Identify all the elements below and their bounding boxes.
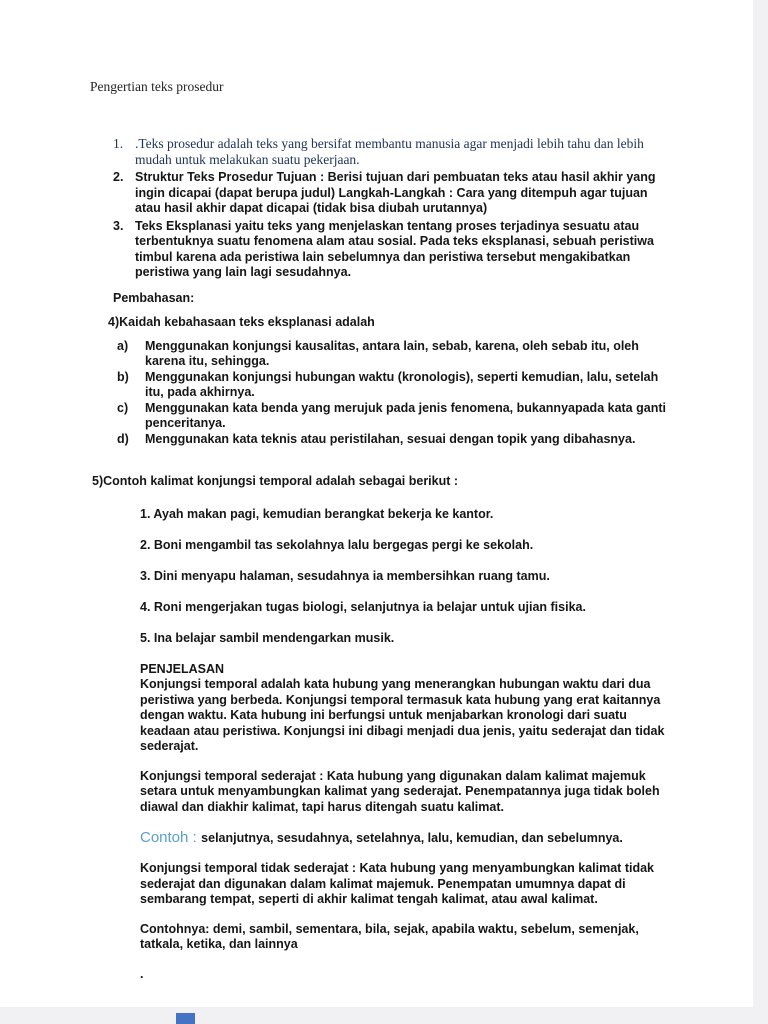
item-letter: a) — [117, 338, 129, 353]
list-item — [113, 219, 675, 281]
next-page-content-fragment — [176, 1013, 195, 1024]
item-text: Struktur Teks Prosedur Tujuan : Berisi tujuan dari pembuatan teks atau hasil akhir yang ingin dicapai (dapat berupa judul) Langkah-Langkah : Cara yang ditempuh agar tujuan atau hasil akhir dapat dicapai (tidak bisa diubah urutannya) — [135, 170, 656, 215]
contoh-text: selanjutnya, sesudahnya, setelahnya, lalu, kemudian, dan sebelumnya. — [201, 831, 623, 845]
page-title: Pengertian teks prosedur — [90, 79, 224, 94]
example-sentence: 3. Dini menyapu halaman, sesudahnya ia membersihkan ruang tamu. — [140, 568, 550, 583]
penjelasan-heading: PENJELASAN — [140, 661, 225, 676]
list-item — [117, 401, 673, 432]
paragraph-tidak-sederajat: Konjungsi temporal tidak sederajat : Kata hubung yang menyambungkan kalimat tidak sederajat dan digunakan dalam kalimat majemuk. Penempatan umumnya dapat di sembarang tempat, seperti di akhir kalimat tengah kalimat, atau awal kalimat. — [140, 861, 654, 906]
right-margin-strip — [753, 0, 768, 1024]
heading-contoh-kalimat: 5)Contoh kalimat konjungsi temporal adalah sebagai berikut : — [92, 474, 459, 488]
list-item — [113, 170, 675, 217]
example-sentence: 1. Ayah makan pagi, kemudian berangkat bekerja ke kantor. — [140, 506, 494, 521]
list-item — [117, 339, 673, 370]
numbered-list — [113, 136, 675, 281]
lettered-list — [117, 339, 673, 448]
example-list — [140, 507, 667, 647]
heading-kaidah-kebahasaan: 4)Kaidah kebahasaan teks eksplanasi adalah — [108, 315, 375, 329]
item-text: Menggunakan konjungsi kausalitas, antara lain, sebab, karena, oleh sebab itu, oleh karena itu, sehingga. — [145, 338, 639, 368]
list-item — [117, 370, 673, 401]
bottom-margin-strip — [0, 1007, 768, 1024]
item-letter: c) — [117, 400, 129, 415]
example-sentence: 5. Ina belajar sambil mendengarkan musik. — [140, 630, 395, 645]
paragraph-contohnya: Contohnya: demi, sambil, sementara, bila, sejak, apabila waktu, sebelum, semenjak, tatkala, ketika, dan lainnya — [140, 921, 639, 951]
item-letter: d) — [117, 431, 129, 446]
item-number: 1. — [113, 136, 124, 151]
item-number: 3. — [113, 218, 124, 233]
item-text: Menggunakan kata benda yang merujuk pada jenis fenomena, bukannyapada kata ganti penceritanya. — [145, 400, 666, 430]
paragraph-konjungsi-temporal: Konjungsi temporal adalah kata hubung yang menerangkan hubungan waktu dari dua peristiwa yang berbeda. Konjungsi temporal termasuk kata hubung yang erat kaitannya dengan waktu. Kata hubung ini berfungsi untuk menjabarkan kronologi dari suatu keadaan atau peristiwa. Konjungsi ini dibagi menjadi dua jenis, yaitu sederajat dan tidak sederajat. — [140, 677, 665, 753]
item-number: 2. — [113, 170, 124, 184]
penjelasan-section — [140, 662, 667, 983]
paragraph-sederajat: Konjungsi temporal sederajat : Kata hubung yang digunakan dalam kalimat majemuk setara untuk menyambungkan kalimat yang sederajat. Penempatannya juga tidak boleh diawal dan diakhir kalimat, tapi harus ditengah suatu kalimat. — [140, 768, 660, 814]
trailing-period: . — [140, 966, 144, 981]
item-text: .Teks prosedur adalah teks yang bersifat membantu manusia agar menjadi lebih tahu dan lebih mudah untuk melakukan suatu pekerjaan. — [135, 136, 644, 167]
item-text: Menggunakan kata teknis atau peristilahan, sesuai dengan topik yang dibahasnya. — [145, 431, 636, 446]
item-text: Teks Eksplanasi yaitu teks yang menjelaskan tentang proses terjadinya sesuatu atau terbentuknya suatu fenomena alam atau sosial. Pada teks eksplanasi, sebuah peristiwa timbul karena ada peristiwa lain sebelumnya dan peristiwa tersebut mengakibatkan peristiwa yang lain lagi sesudahnya. — [135, 218, 654, 279]
contoh-line — [140, 829, 667, 847]
example-sentence: 2. Boni mengambil tas sekolahnya lalu bergegas pergi ke sekolah. — [140, 537, 534, 552]
item-text: Menggunakan konjungsi hubungan waktu (kronologis), seperti kemudian, lalu, setelah itu, pada akhirnya. — [145, 369, 659, 399]
contoh-label: Contoh : — [140, 829, 197, 846]
section-label-pembahasan: Pembahasan: — [113, 290, 195, 305]
list-item — [117, 432, 673, 448]
example-sentence: 4. Roni mengerjakan tugas biologi, selanjutnya ia belajar untuk ujian fisika. — [140, 599, 586, 614]
item-letter: b) — [117, 369, 129, 384]
list-item — [113, 136, 675, 168]
